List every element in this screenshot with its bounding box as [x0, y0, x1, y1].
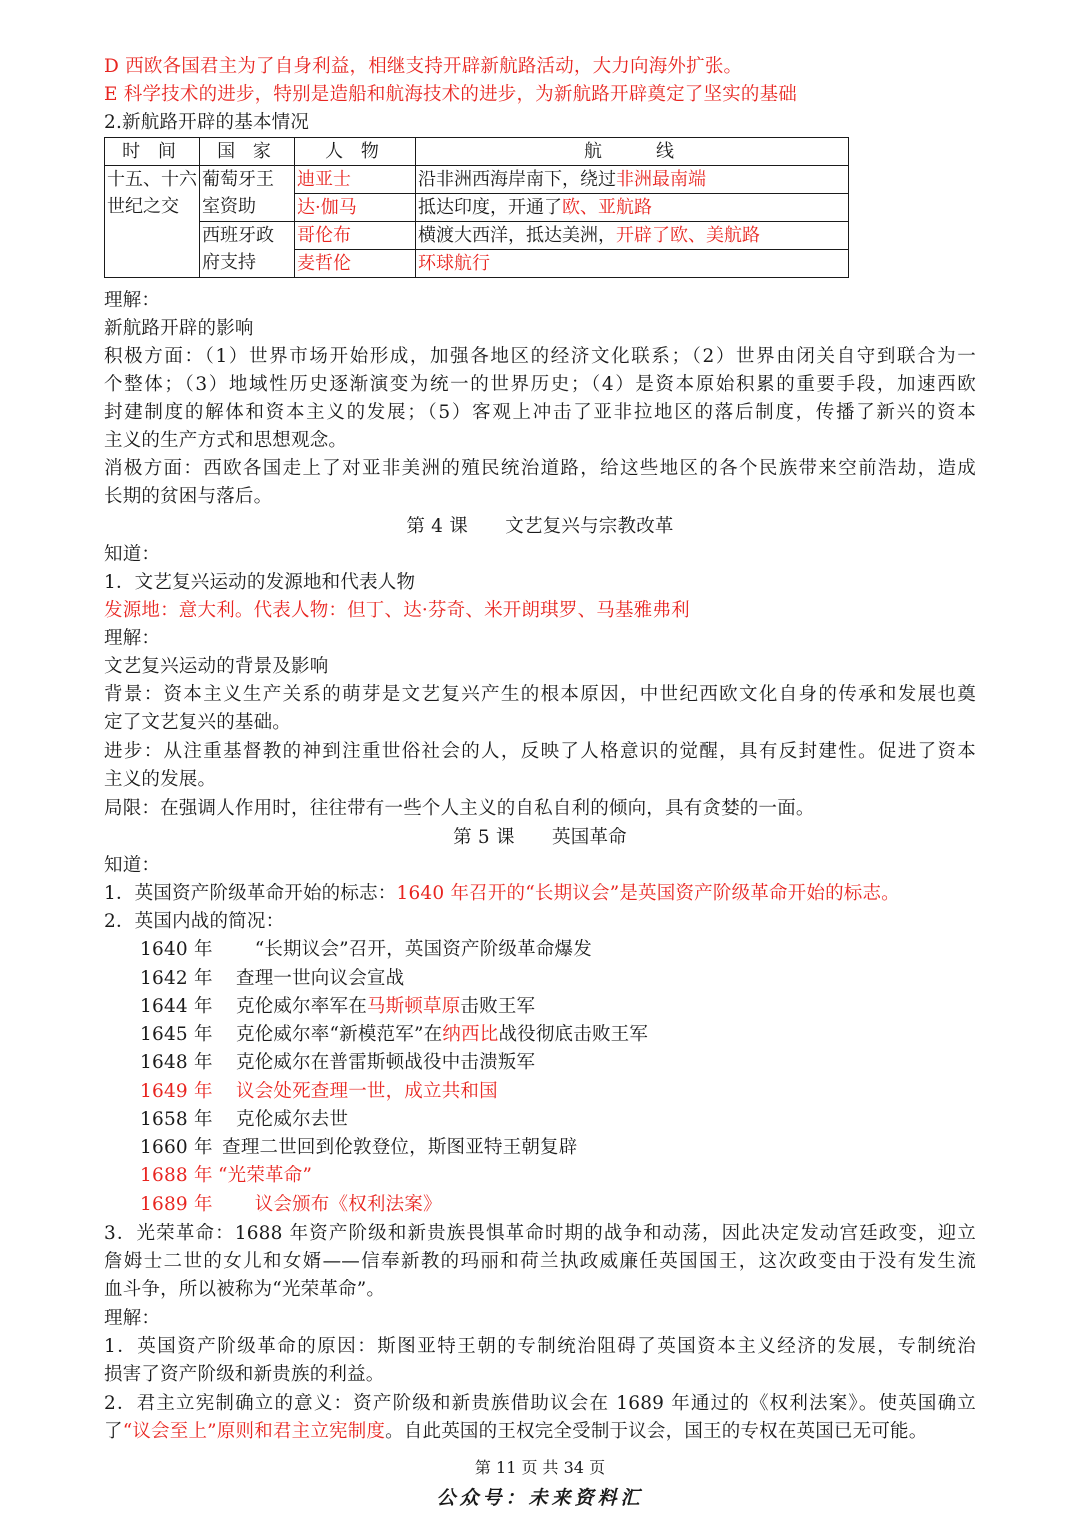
time-cell: 十五、十六 世纪之交 — [105, 166, 200, 278]
timeline-item: 1689 年 议会颁布《权利法案》 — [140, 1194, 442, 1215]
table-header-cell: 国 家 — [200, 138, 295, 166]
wechat-signature: 公众号：未来资料汇 — [436, 1487, 644, 1509]
understand-label: 理解： — [104, 290, 161, 311]
paragraph-line: 损害了资产阶级和新贵族的利益。 — [104, 1364, 385, 1385]
revolution-start-line: 1．英国资产阶级革命开始的标志：1640 年召开的“长期议会”是英国资产阶级革命开始的标志。 — [104, 883, 900, 904]
route-cell: 沿非洲西海岸南下，绕过非洲最南端 — [416, 166, 849, 194]
paragraph-line: 定了文艺复兴的基础。 — [104, 712, 292, 733]
table-header-row — [105, 138, 849, 166]
understand-label: 理解： — [104, 1308, 161, 1329]
lesson-5-title: 第 5 课 英国革命 — [453, 827, 627, 848]
paragraph-line: 主义的生产方式和思想观念。 — [104, 430, 348, 451]
table-header-cell: 航 线 — [416, 138, 849, 166]
route-cell: 横渡大西洋，抵达美洲，开辟了欧、美航路 — [416, 222, 849, 250]
line-d: D 西欧各国君主为了自身利益，相继支持开辟新航路活动，大力向海外扩张。 — [104, 56, 743, 77]
civil-war-heading: 2．英国内战的简况： — [104, 911, 285, 932]
table-row — [105, 166, 849, 194]
person-cell: 迪亚士 — [295, 166, 416, 194]
paragraph-line: 消极方面：西欧各国走上了对亚非美洲的殖民统治道路，给这些地区的各个民族带来空前浩劫，造成 — [104, 458, 976, 479]
renaissance-answer: 发源地：意大利。代表人物：但丁、达·芬奇、米开朗琪罗、马基雅弗利 — [104, 600, 690, 621]
timeline-item: 1642 年 查理一世向议会宣战 — [140, 968, 405, 989]
paragraph-line: 长期的贫困与落后。 — [104, 486, 273, 507]
impact-title: 新航路开辟的影响 — [104, 318, 254, 339]
timeline-item: 1645 年 克伦威尔率“新模范军”在纳西比战役彻底击败王军 — [140, 1024, 649, 1045]
route-cell: 环球航行 — [416, 250, 849, 278]
renaissance-question: 1．文艺复兴运动的发源地和代表人物 — [104, 572, 416, 593]
country-cell: 西班牙政 府支持 — [200, 222, 295, 278]
table-header-cell: 时 间 — [105, 138, 200, 166]
paragraph-line: 3．光荣革命：1688 年资产阶级和新贵族畏惧革命时期的战争和动荡，因此决定发动宫廷政变，迎立 — [104, 1223, 976, 1244]
person-cell: 达·伽马 — [295, 194, 416, 222]
paragraph-line: 主义的发展。 — [104, 769, 217, 790]
routes-table — [104, 137, 849, 278]
person-cell: 麦哲伦 — [295, 250, 416, 278]
paragraph-line: 了“议会至上”原则和君主立宪制度。自此英国的王权完全受制于议会，国王的专权在英国已无可能。 — [104, 1421, 928, 1442]
paragraph-line: 局限：在强调人作用时，往往带有一些个人主义的自私自利的倾向，具有贪婪的一面。 — [104, 798, 815, 819]
table-row — [105, 222, 849, 250]
paragraph-line: 进步：从注重基督教的神到注重世俗社会的人，反映了人格意识的觉醒，具有反封建性。促进了资本 — [104, 741, 976, 762]
table-header-cell: 人 物 — [295, 138, 416, 166]
paragraph-line: 1．英国资产阶级革命的原因：斯图亚特王朝的专制统治阻碍了英国资本主义经济的发展，专制统治 — [104, 1336, 976, 1357]
paragraph-line: 血斗争，所以被称为“光荣革命”。 — [104, 1279, 386, 1300]
renaissance-impact-title: 文艺复兴运动的背景及影响 — [104, 656, 329, 677]
paragraph-line: 封建制度的解体和资本主义的发展；（5）客观上冲击了亚非拉地区的落后制度，传播了新兴的资本 — [104, 402, 976, 423]
paragraph-line: 积极方面：（1）世界市场开始形成，加强各地区的经济文化联系；（2）世界由闭关自守到联合为一 — [104, 346, 976, 367]
page-number: 第 11 页 共 34 页 — [474, 1458, 606, 1477]
paragraph-line: 2．君主立宪制确立的意义：资产阶级和新贵族借助议会在 1689 年通过的《权利法案》。使英国确立 — [104, 1393, 976, 1414]
timeline-item: 1649 年 议会处死查理一世，成立共和国 — [140, 1081, 498, 1102]
paragraph-line: 个整体；（3）地域性历史逐渐演变为统一的世界历史；（4）是资本原始积累的重要手段，加速西欧 — [104, 374, 976, 395]
understand-label: 理解： — [104, 628, 161, 649]
paragraph-line: 詹姆士二世的女儿和女婿——信奉新教的玛丽和荷兰执政威廉任英国国王，这次政变由于没有发生流 — [104, 1251, 976, 1272]
lesson-4-title: 第 4 课 文艺复兴与宗教改革 — [406, 516, 674, 537]
timeline-item: 1658 年 克伦威尔去世 — [140, 1109, 349, 1130]
know-label: 知道： — [104, 855, 161, 876]
country-cell: 葡萄牙王 室资助 — [200, 166, 295, 222]
timeline-item: 1660 年 查理二世回到伦敦登位，斯图亚特王朝复辟 — [140, 1137, 578, 1158]
line-e: E 科学技术的进步，特别是造船和航海技术的进步，为新航路开辟奠定了坚实的基础 — [104, 84, 797, 105]
timeline-item: 1688 年 “光荣革命” — [140, 1165, 313, 1186]
know-label: 知道： — [104, 544, 161, 565]
timeline-item: 1644 年 克伦威尔率军在马斯顿草原击败王军 — [140, 996, 536, 1017]
paragraph-line: 背景：资本主义生产关系的萌芽是文艺复兴产生的根本原因，中世纪西欧文化自身的传承和发展也奠 — [104, 684, 976, 705]
person-cell: 哥伦布 — [295, 222, 416, 250]
timeline-item: 1640 年 “长期议会”召开，英国资产阶级革命爆发 — [140, 939, 592, 960]
route-cell: 抵达印度，开通了欧、亚航路 — [416, 194, 849, 222]
timeline-item: 1648 年 克伦威尔在普雷斯顿战役中击溃叛军 — [140, 1052, 536, 1073]
section-heading-routes: 2.新航路开辟的基本情况 — [104, 112, 310, 133]
